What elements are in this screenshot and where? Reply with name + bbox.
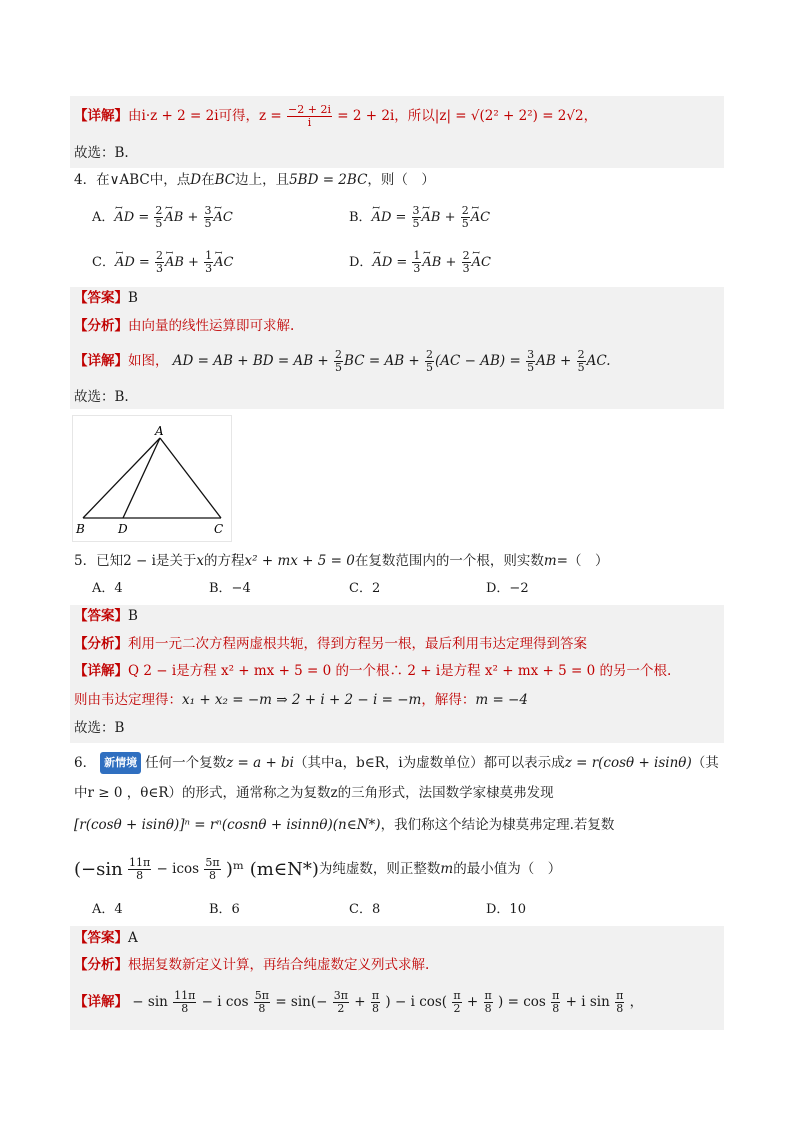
q5-stem-d: 在复数范围内的一个根，则实数 — [354, 553, 544, 569]
q5-option-d[interactable]: D．−2 — [486, 581, 529, 596]
frac-num: π — [484, 989, 492, 1002]
frac-num: 5π — [205, 856, 220, 869]
triangle-figure — [72, 415, 232, 542]
q6-d-b: − i cos — [201, 994, 249, 1010]
q4-detail-frac-1 — [334, 349, 343, 374]
frac-num: π — [453, 989, 461, 1002]
label-d: D — [118, 522, 128, 536]
option-frac-1 — [155, 250, 164, 275]
analysis-tag: 【分析】 — [74, 636, 128, 652]
option-frac-2 — [462, 250, 471, 275]
q6-d-frac-7 — [551, 990, 560, 1015]
option-vec-1: ꟷ AB — [165, 253, 184, 273]
frac-num: 3 — [412, 204, 420, 217]
label-b: B — [76, 522, 85, 536]
frac-den: 3 — [205, 262, 213, 275]
frac-den: 3 — [155, 262, 163, 275]
q6-line-1 — [74, 752, 719, 774]
frac-num: 3 — [527, 348, 535, 361]
q6-d-i: ， — [629, 994, 644, 1010]
q4-stem-b: 在 — [201, 172, 215, 188]
q4-detail-frac-4 — [577, 349, 586, 374]
q5-answer — [74, 606, 138, 626]
q6-d-d: + — [354, 994, 366, 1010]
q6-line4-c: )ᵐ (m∈N*) — [225, 859, 319, 880]
analysis-tag: 【分析】 — [74, 957, 128, 973]
q6-line1-b: （其中 — [294, 755, 335, 771]
frac-den: 5 — [155, 217, 163, 230]
frac-den: 8 — [136, 869, 144, 882]
frac-den: 5 — [426, 361, 434, 374]
q6-line3-b: ，我们称这个结论为棣莫弗定理.若复数 — [380, 817, 615, 833]
frac-den: 5 — [461, 217, 469, 230]
q4-stem-eq: 5BD = 2BC — [289, 172, 368, 188]
q4-option-d[interactable] — [349, 250, 491, 275]
q5-detail-2 — [74, 690, 528, 710]
q5-option-a[interactable]: A．4 — [92, 581, 123, 596]
option-vec-1: ꟷ AB — [422, 208, 441, 228]
option-lhs: ꟷ AD = — [115, 253, 150, 273]
detail2-b: ，解得： — [421, 692, 476, 708]
q4-detail-frac-2 — [425, 349, 434, 374]
q6-d-frac-5 — [452, 990, 461, 1015]
q5-analysis — [74, 634, 587, 654]
q4-detail-eq-c: (AC − AB) = — [435, 353, 521, 369]
new-context-badge: 新情境 — [100, 752, 141, 774]
q6-d-e: ) − i cos( — [385, 994, 448, 1010]
segment-ad — [123, 438, 160, 518]
q6-d-frac-1 — [173, 990, 196, 1015]
q4-detail-frac-3 — [526, 349, 535, 374]
option-lhs: ꟷ AD = — [372, 253, 407, 273]
q4-stem-a: 4．在∨ABC中，点 — [74, 172, 191, 188]
q5-stem-eq: x² + mx + 5 = 0 — [244, 553, 355, 569]
detail-a: 如图， — [128, 353, 169, 369]
q6-line1-d: z = r(cosθ + isinθ) — [564, 755, 692, 771]
q6-line4-frac-1 — [128, 857, 151, 882]
frac-num: 2 — [155, 204, 163, 217]
frac-den: 8 — [208, 869, 216, 882]
q6-d-frac-2 — [254, 990, 270, 1015]
analysis-text: 根据复数新定义计算，再结合纯虚数定义列式求解. — [128, 957, 430, 973]
answer-value: A — [128, 930, 138, 946]
q4-answer — [74, 288, 138, 308]
q4-stem-d: D — [190, 172, 202, 188]
option-vec-2: ꟷ AC — [214, 253, 233, 273]
triangle-diagram — [73, 416, 231, 541]
detail-tag: 【详解】 — [74, 353, 128, 369]
q5-stem-e: =（ ） — [556, 553, 609, 569]
q3-detail-eq1: i·z + 2 = 2i — [141, 108, 219, 124]
q4-detail-eq-a: AD = AB + BD = AB + — [172, 353, 329, 369]
q5-stem — [74, 551, 608, 571]
detail-tag: 【详解】 — [74, 663, 128, 679]
detail2-m: m = −4 — [475, 692, 528, 708]
q4-solution-shade — [70, 287, 724, 409]
q6-line1-e: （其 — [691, 755, 719, 771]
q3-frac-num: −2 + 2i — [288, 103, 331, 116]
q6-line4-frac-2 — [204, 857, 220, 882]
frac-num: π — [371, 989, 380, 1002]
q4-detail-eq-e: AC. — [586, 353, 611, 369]
q3-fraction — [287, 104, 332, 129]
frac-num: π — [552, 989, 560, 1002]
option-plus: + — [445, 255, 457, 270]
frac-num: 1 — [205, 249, 213, 262]
q6-line4-m: m — [440, 861, 454, 877]
frac-den: 2 — [453, 1002, 461, 1015]
q3-frac-den: i — [307, 116, 312, 129]
label-c: C — [214, 522, 224, 536]
q5-stem-b: 是关于 — [155, 553, 197, 569]
q6-option-b[interactable]: B．6 — [209, 902, 240, 917]
q6-option-a[interactable]: A．4 — [92, 902, 123, 917]
frac-den: 8 — [181, 1002, 189, 1015]
q3-detail-z: z = — [259, 108, 282, 124]
option-frac-1 — [412, 250, 421, 275]
frac-den: 3 — [413, 262, 421, 275]
option-lhs: ꟷ AD = — [114, 208, 149, 228]
q6-d-c: = sin(− — [275, 994, 328, 1010]
q6-d-frac-6 — [484, 990, 493, 1015]
frac-den: 8 — [258, 1002, 266, 1015]
frac-den: 8 — [484, 1002, 492, 1015]
label-a: A — [155, 424, 164, 438]
frac-den: 8 — [552, 1002, 560, 1015]
frac-num: 11π — [174, 989, 196, 1002]
q4-choice: 故选：B. — [74, 389, 129, 405]
q4-detail-eq-b: BC = AB + — [344, 353, 420, 369]
frac-den: 5 — [335, 361, 343, 374]
option-letter: A． — [92, 210, 115, 225]
q6-d-h: + i sin — [565, 994, 610, 1010]
option-lhs: ꟷ AD = — [372, 208, 407, 228]
frac-num: 2 — [461, 204, 469, 217]
q5-stem-m: m — [543, 553, 557, 569]
analysis-text: 利用一元二次方程两虚根共轭，得到方程另一根，最后利用韦达定理得到答案 — [128, 636, 587, 652]
frac-den: 2 — [337, 1002, 345, 1015]
answer-tag: 【答案】 — [74, 930, 128, 946]
q6-d-frac-4 — [371, 990, 380, 1015]
option-frac-1 — [412, 205, 421, 230]
answer-value: B — [128, 290, 138, 306]
frac-num: 3 — [204, 204, 212, 217]
detail-tag: 【详解】 — [74, 994, 128, 1010]
option-vec-2: ꟷ AC — [214, 208, 233, 228]
frac-num: 2 — [155, 249, 163, 262]
q5-option-b[interactable]: B．−4 — [209, 581, 251, 596]
detail2-eq: x₁ + x₂ = −m ⇒ 2 + i + 2 − i = −m — [182, 692, 422, 708]
q5-stem-root: 2 − i — [123, 553, 156, 569]
frac-den: 5 — [204, 217, 212, 230]
option-vec-1: ꟷ AB — [422, 253, 441, 273]
q6-line4-d: 为纯虚数，则正整数 — [318, 861, 441, 877]
option-letter: B． — [349, 210, 372, 225]
q6-line4-e: 的最小值为（ ） — [453, 861, 562, 877]
q6-option-c[interactable]: C．8 — [349, 902, 381, 917]
option-vec-2: ꟷ AC — [472, 253, 491, 273]
frac-num: 1 — [413, 249, 421, 262]
frac-den: 5 — [412, 217, 420, 230]
detail-tag: 【详解】 — [74, 108, 128, 124]
analysis-text: 由向量的线性运算即可求解. — [128, 318, 295, 334]
frac-den: 8 — [372, 1002, 379, 1015]
q4-stem-bc: BC — [214, 172, 236, 188]
frac-num: 5π — [254, 989, 270, 1002]
option-letter: D． — [349, 255, 373, 270]
q6-line3-eq: [r(cosθ + isinθ)]ⁿ = rⁿ(cosnθ + isinnθ)(n∈N*) — [74, 817, 381, 833]
analysis-tag: 【分析】 — [74, 318, 128, 334]
q5-option-c[interactable]: C．2 — [349, 581, 381, 596]
option-plus: + — [188, 255, 199, 270]
q4-option-c[interactable] — [92, 250, 233, 275]
q6-answer — [74, 928, 138, 948]
option-vec-2: ꟷ AC — [471, 208, 490, 228]
q6-d-a: − sin — [132, 994, 168, 1010]
q4-stem — [74, 170, 435, 190]
answer-tag: 【答案】 — [74, 608, 128, 624]
q6-d-g: ) = cos — [498, 994, 546, 1010]
q6-detail — [74, 990, 643, 1015]
option-plus: + — [187, 210, 199, 225]
option-letter: C． — [92, 255, 115, 270]
q3-detail-line — [74, 104, 597, 129]
option-frac-2 — [461, 205, 470, 230]
q6-number: 6． — [74, 755, 97, 771]
frac-num: 2 — [577, 348, 585, 361]
frac-den: 5 — [527, 361, 535, 374]
q5-stem-c: 的方程 — [204, 553, 245, 569]
frac-den: 8 — [616, 1002, 624, 1015]
option-frac-2 — [204, 250, 213, 275]
q3-detail-text — [128, 103, 598, 129]
frac-num: 2 — [462, 249, 470, 262]
detail-text: Q 2 − i是方程 x² + mx + 5 = 0 的一个根∴ 2 + i是方程 x² + mx + 5 = 0 的另一个根. — [128, 663, 672, 679]
q4-stem-c: 边上，且 — [235, 172, 290, 188]
q5-stem-a: 5．已知 — [74, 553, 124, 569]
q4-analysis — [74, 316, 294, 336]
q4-detail-eq-d: AB + — [536, 353, 572, 369]
q4-detail — [74, 349, 611, 374]
option-frac-2 — [204, 205, 213, 230]
frac-num: 2 — [335, 348, 343, 361]
answer-value: B — [128, 608, 138, 624]
option-plus: + — [444, 210, 456, 225]
q6-option-d[interactable]: D．10 — [486, 902, 526, 917]
q3-detail-a: 由 — [128, 108, 142, 124]
q4-stem-end: ，则（ ） — [367, 172, 435, 188]
q6-line1-z: z = a + bi — [226, 755, 295, 771]
q6-analysis — [74, 955, 429, 975]
option-vec-1: ꟷ AB — [164, 208, 183, 228]
side-ac — [160, 438, 221, 518]
frac-num: 2 — [426, 348, 434, 361]
q3-choice: 故选：B. — [74, 145, 129, 161]
q6-line-2: 中r ≥ 0 ，θ∈R）的形式，通常称之为复数z的三角形式，法国数学家棣莫弗发现 — [74, 785, 554, 801]
frac-num: π — [616, 989, 624, 1002]
detail2-a: 则由韦达定理得： — [74, 692, 182, 708]
q5-stem-x: x — [196, 553, 205, 569]
q4-option-b[interactable] — [349, 205, 490, 230]
q3-detail-abs: |z| = √(2² + 2²) = 2√2， — [434, 108, 598, 124]
q6-line4-a: (−sin — [74, 859, 123, 880]
frac-num: 11π — [129, 856, 151, 869]
q3-detail-b: 可得， — [218, 108, 260, 124]
side-ab — [83, 438, 160, 518]
q5-detail — [74, 661, 671, 681]
q3-detail-c: = 2 + 2i，所以 — [337, 108, 435, 124]
answer-tag: 【答案】 — [74, 290, 128, 306]
q6-line1-c: a，b∈R，i为虚数单位）都可以表示成 — [334, 755, 565, 771]
q6-line1-a: 任何一个复数 — [145, 755, 227, 771]
q4-option-a[interactable] — [92, 205, 233, 230]
frac-num: 3π — [333, 989, 348, 1002]
q5-choice: 故选：B — [74, 720, 125, 736]
q6-d-f: + — [466, 994, 479, 1010]
q6-d-frac-3 — [333, 990, 349, 1015]
q6-d-frac-8 — [615, 990, 624, 1015]
frac-den: 5 — [577, 361, 585, 374]
option-frac-1 — [154, 205, 163, 230]
q6-line-4 — [74, 857, 561, 882]
q6-line4-b: − icos — [156, 861, 200, 877]
frac-den: 3 — [462, 262, 470, 275]
q6-line-3 — [74, 815, 614, 835]
